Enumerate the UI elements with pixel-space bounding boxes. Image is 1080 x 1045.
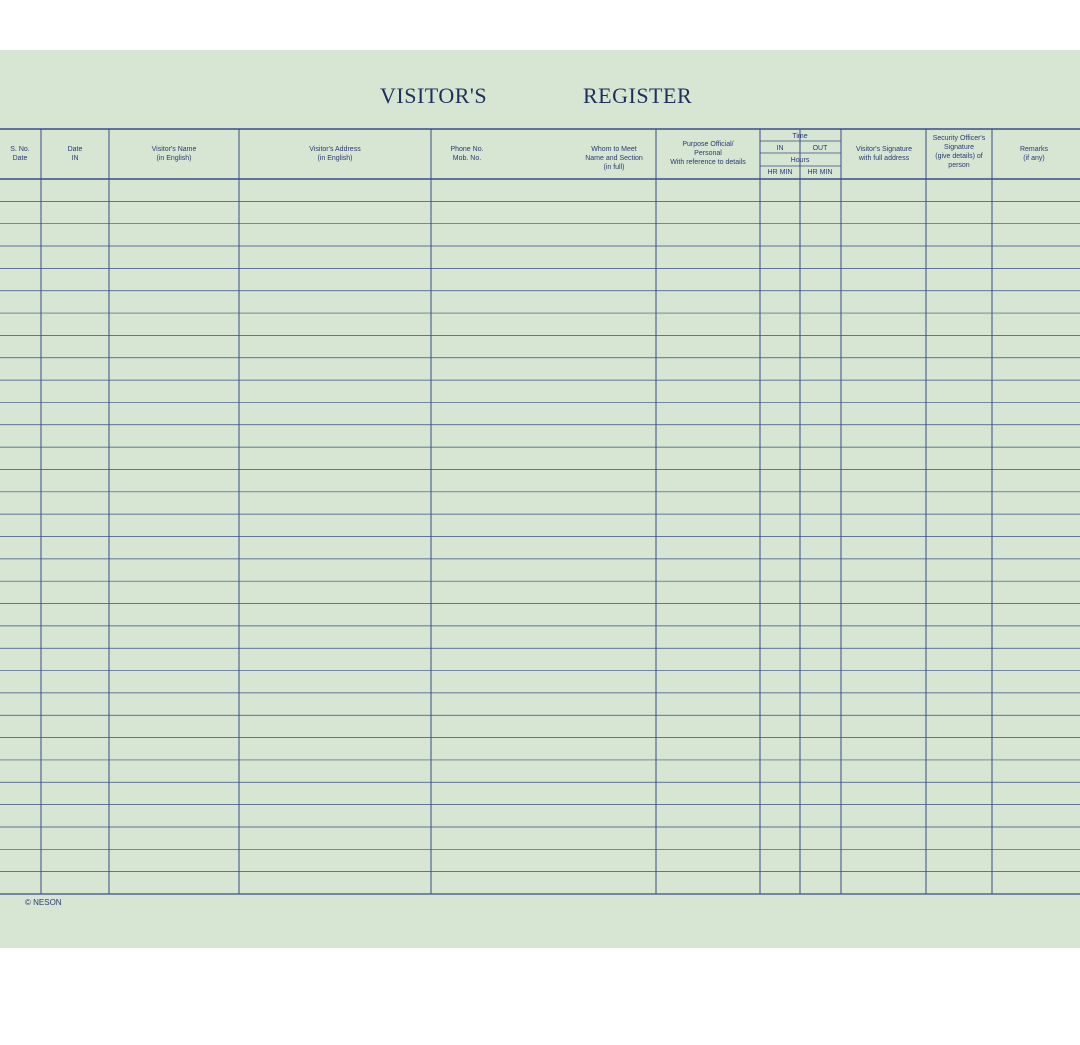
header-time-hours: Hours [790,157,810,164]
header-time-out: OUT [812,145,828,152]
header-visitor-signature: Visitor's Signature with full address [855,146,913,162]
header-security-officer: Security Officer's Signature (give details) of person [932,135,986,169]
title-visitors: VISITOR'S [380,83,488,108]
header-phone-no: Phone No. Mob. No. [450,146,484,162]
footer-brand: © NESON [25,898,62,907]
title-register: REGISTER [583,83,693,108]
header-date: Date IN [67,146,83,162]
header-sl-no: S. No. Date [10,146,30,162]
header-time-out-hr-min: HR MIN [807,169,833,176]
header-visitor-name: Visitor's Name (in English) [151,146,197,162]
header-time: Time [792,133,808,140]
visitors-register-sheet [0,50,1080,948]
header-remarks: Remarks (if any) [1019,146,1048,162]
header-time-in-hr-min: HR MIN [767,169,793,176]
header-whom-to-meet: Whom to Meet Name and Section (in full) [585,146,643,171]
header-purpose: Purpose Official/ Personal With reference to details [670,141,746,166]
register-grid [0,50,1080,948]
header-visitor-address: Visitor's Address (in English) [309,146,361,162]
header-time-in: IN [776,145,784,152]
